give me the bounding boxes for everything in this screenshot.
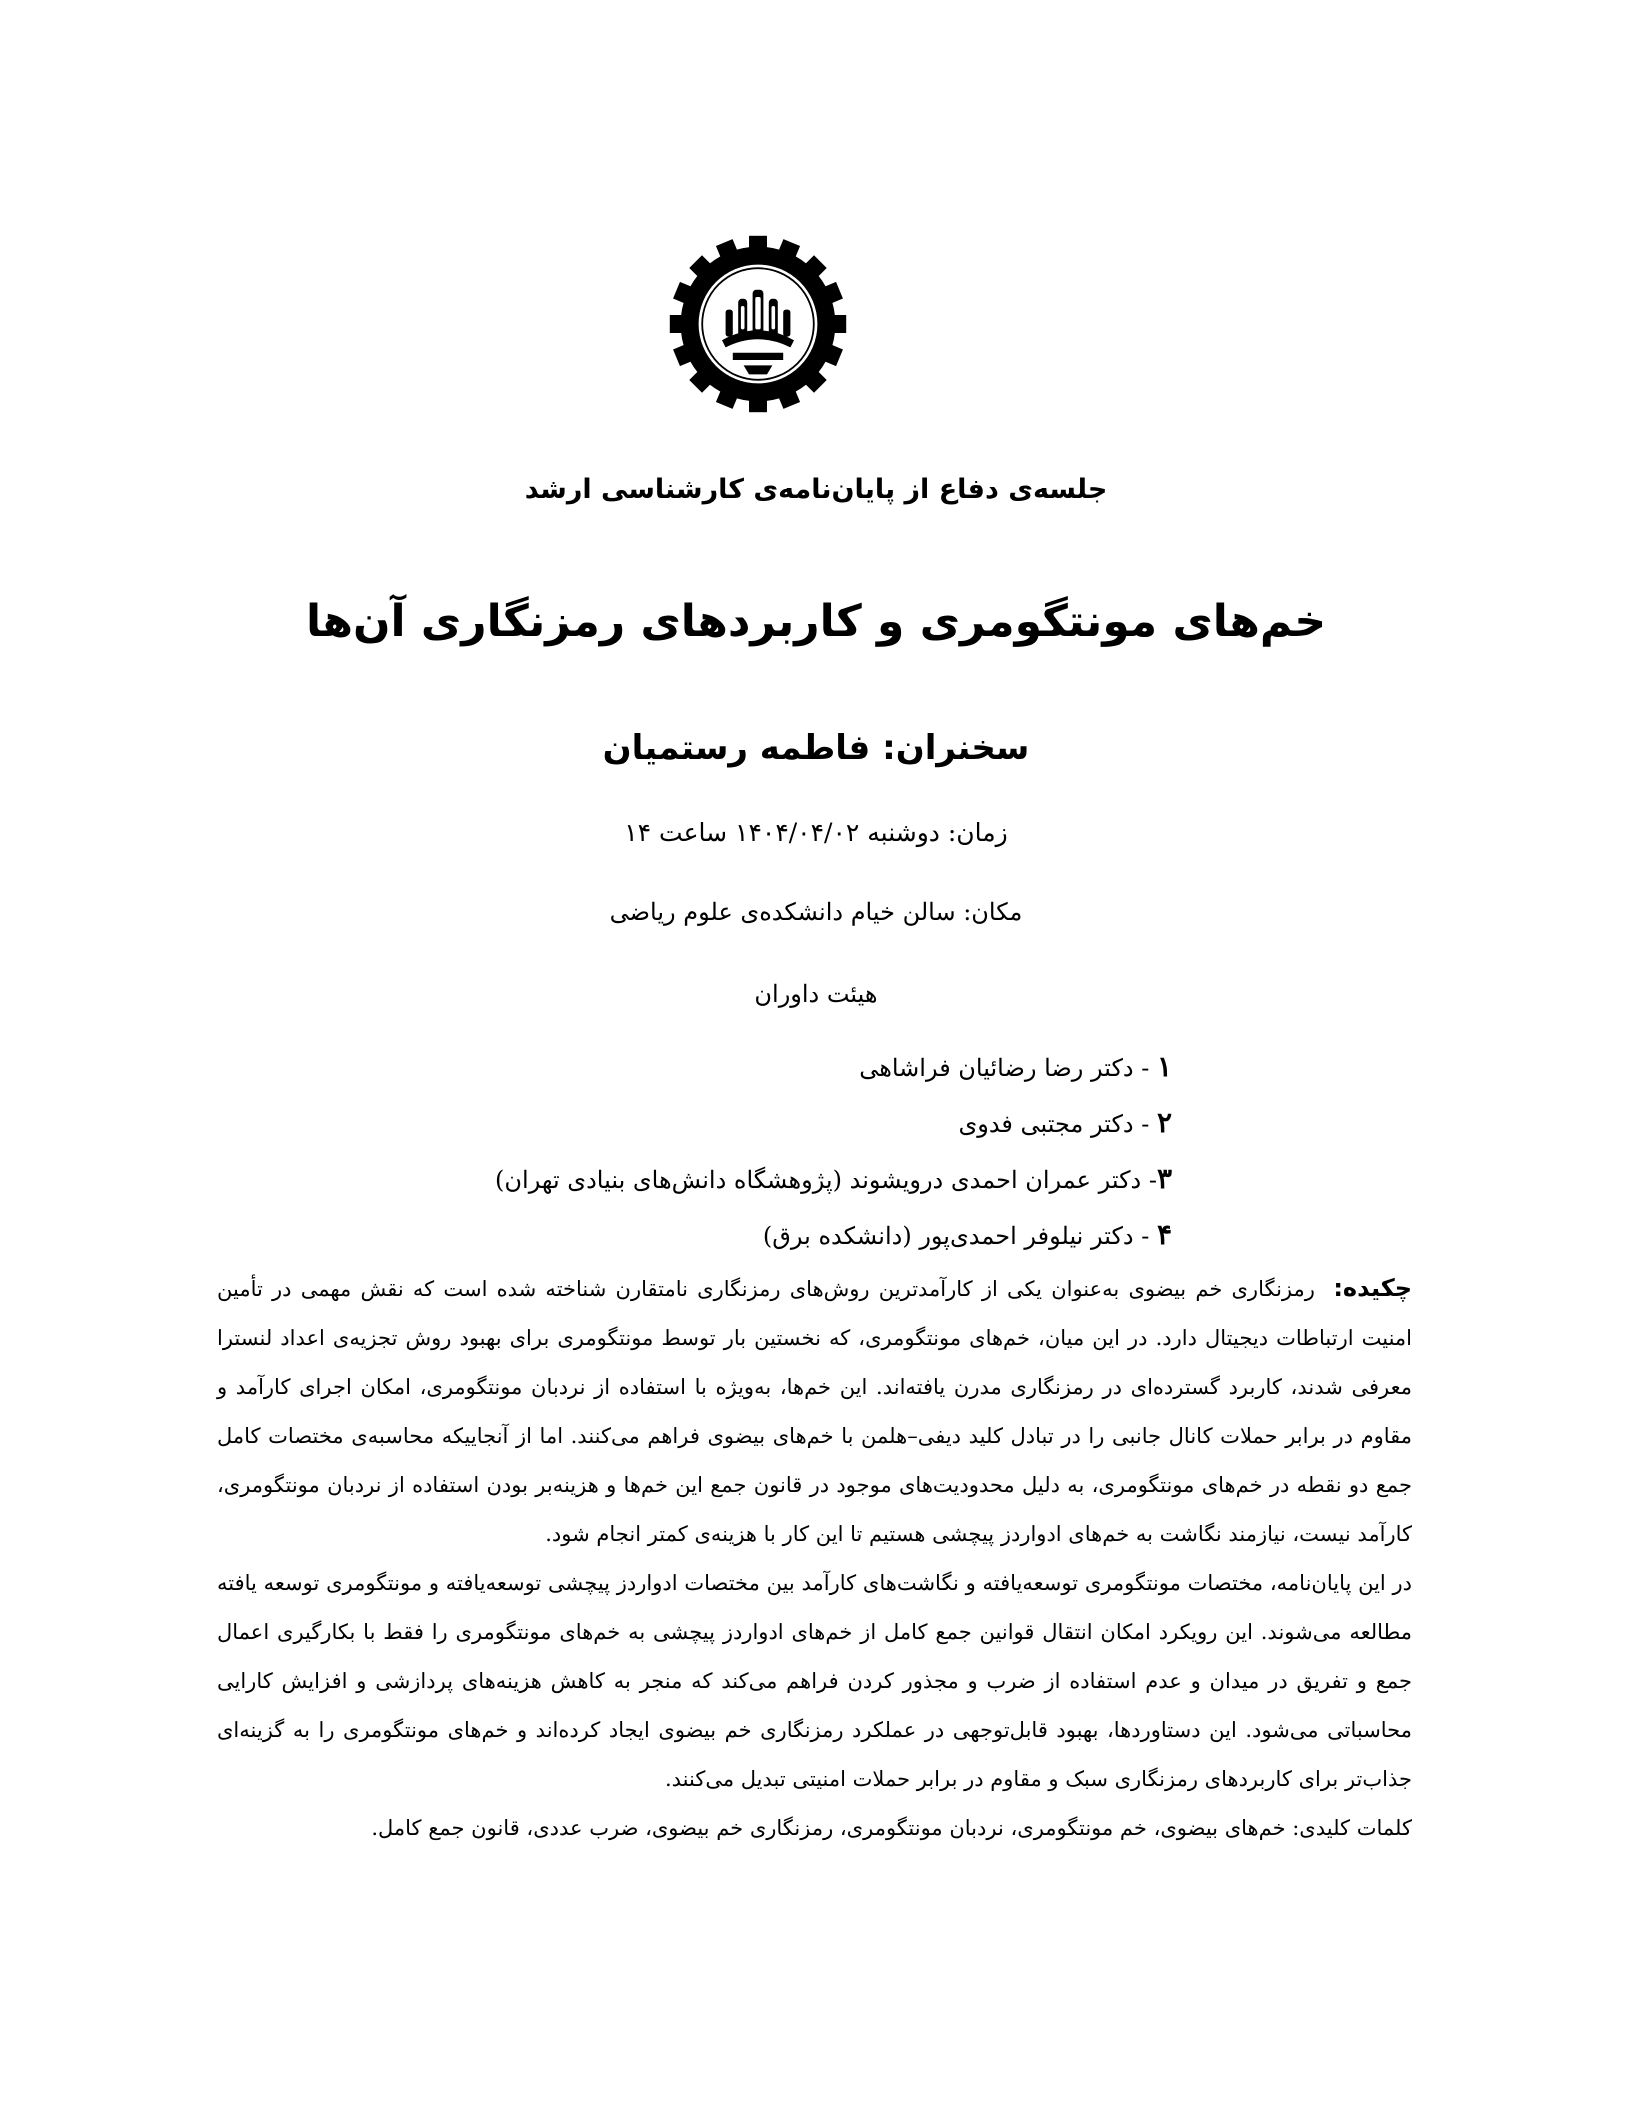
speaker: سخنران: فاطمه رستمیان <box>602 728 1030 768</box>
member-name: - دکتر رضا رضائیان فراشاهی <box>859 1054 1157 1082</box>
committee-list <box>272 1050 1172 1274</box>
abstract <box>217 1264 1412 1853</box>
committee-member <box>272 1162 1172 1218</box>
member-name: - دکتر مجتبی فدوی <box>958 1110 1157 1138</box>
abstract-label: چکیده: <box>1333 1274 1412 1302</box>
member-number: ۳ <box>1156 1162 1172 1195</box>
gear-emblem-icon <box>668 234 848 414</box>
defense-time: زمان: دوشنبه ۱۴۰۴/۰۴/۰۲ ساعت ۱۴ <box>624 818 1008 847</box>
university-logo <box>668 234 848 414</box>
defense-place: مکان: سالن خیام دانشکده‌ی علوم ریاضی <box>609 898 1023 926</box>
member-name: - دکتر عمران احمدی درویشوند (پژوهشگاه دانش‌های بنیادی تهران) <box>495 1166 1157 1194</box>
member-number: ۲ <box>1156 1106 1172 1139</box>
defense-title: جلسه‌ی دفاع از پایان‌نامه‌ی کارشناسی ارشد <box>524 474 1108 505</box>
abstract-paragraph-2: در این پایان‌نامه، مختصات مونتگومری توسعه‌یافته و نگاشت‌های کارآمد بین مختصات ادواردز پیچشی توسعه‌یافته و مونتگومری توسعه یافته مطالعه می‌شوند. این رویکرد امکان انتقال قوانین جمع کامل از خم‌های ادواردز پیچشی به خم‌های مونتگومری را فقط با بکارگیری اعمال جمع و تفریق در میدان و عدم استفاده از ضرب و مجذور کردن فراهم می‌کند که منجر به کاهش هزینه‌های پردازشی و افزایش کارایی محاسباتی می‌شود. این دستاوردها، بهبود قابل‌توجهی در عملکرد رمزنگاری خم بیضوی ایجاد کرده‌اند و خم‌های مونتگومری را به گزینه‌ای جذاب‌تر برای کاربردهای رمزنگاری سبک و مقاوم در برابر حملات امنیتی تبدیل می‌کنند. <box>217 1571 1412 1791</box>
committee-member <box>272 1106 1172 1162</box>
keywords: کلمات کلیدی: خم‌های بیضوی، خم مونتگومری، نردبان مونتگومری، رمزنگاری خم بیضوی، ضرب عددی، قانون جمع کامل. <box>371 1816 1412 1840</box>
member-name: - دکتر نیلوفر احمدی‌پور (دانشکده برق) <box>762 1222 1157 1250</box>
abstract-text-1: رمزنگاری خم بیضوی به‌عنوان یکی از کارآمدترین روش‌های رمزنگاری نامتقارن شناخته شده است که نقش مهمی در تأمین امنیت ارتباطات دیجیتال دارد. در این میان، خم‌های مونتگومری، که نخستین بار توسط مونتگومری برای بهبود روش تجزیه‌ی اعداد لنسترا معرفی شدند، کاربرد گسترده‌ای در رمزنگاری مدرن یافته‌اند. این خم‌ها، به‌ویژه با استفاده از نردبان مونتگومری، امکان اجرای کارآمد و مقاوم در برابر حملات کانال جانبی را در تبادل کلید دیفی–هلمن با خم‌های بیضوی فراهم می‌کنند. اما از آنجاییکه محاسبه‌ی مختصات کامل جمع دو نقطه در خم‌های مونتگومری، به دلیل محدودیت‌های موجود در قانون جمع این خم‌ها و هزینه‌بر بودن استفاده از نردبان مونتگومری، کارآمد نیست، نیازمند نگاشت به خم‌های ادواردز پیچشی هستیم تا این کار با هزینه‌ی کمتر انجام شود. <box>217 1277 1412 1546</box>
thesis-title: خم‌های مونتگومری و کاربردهای رمزنگاری آن‌ها <box>305 596 1327 647</box>
committee-member <box>272 1050 1172 1106</box>
abstract-paragraph-1 <box>217 1264 1412 1559</box>
member-number: ۱ <box>1156 1050 1172 1083</box>
member-number: ۴ <box>1156 1218 1172 1251</box>
committee-heading: هیئت داوران <box>754 980 878 1008</box>
